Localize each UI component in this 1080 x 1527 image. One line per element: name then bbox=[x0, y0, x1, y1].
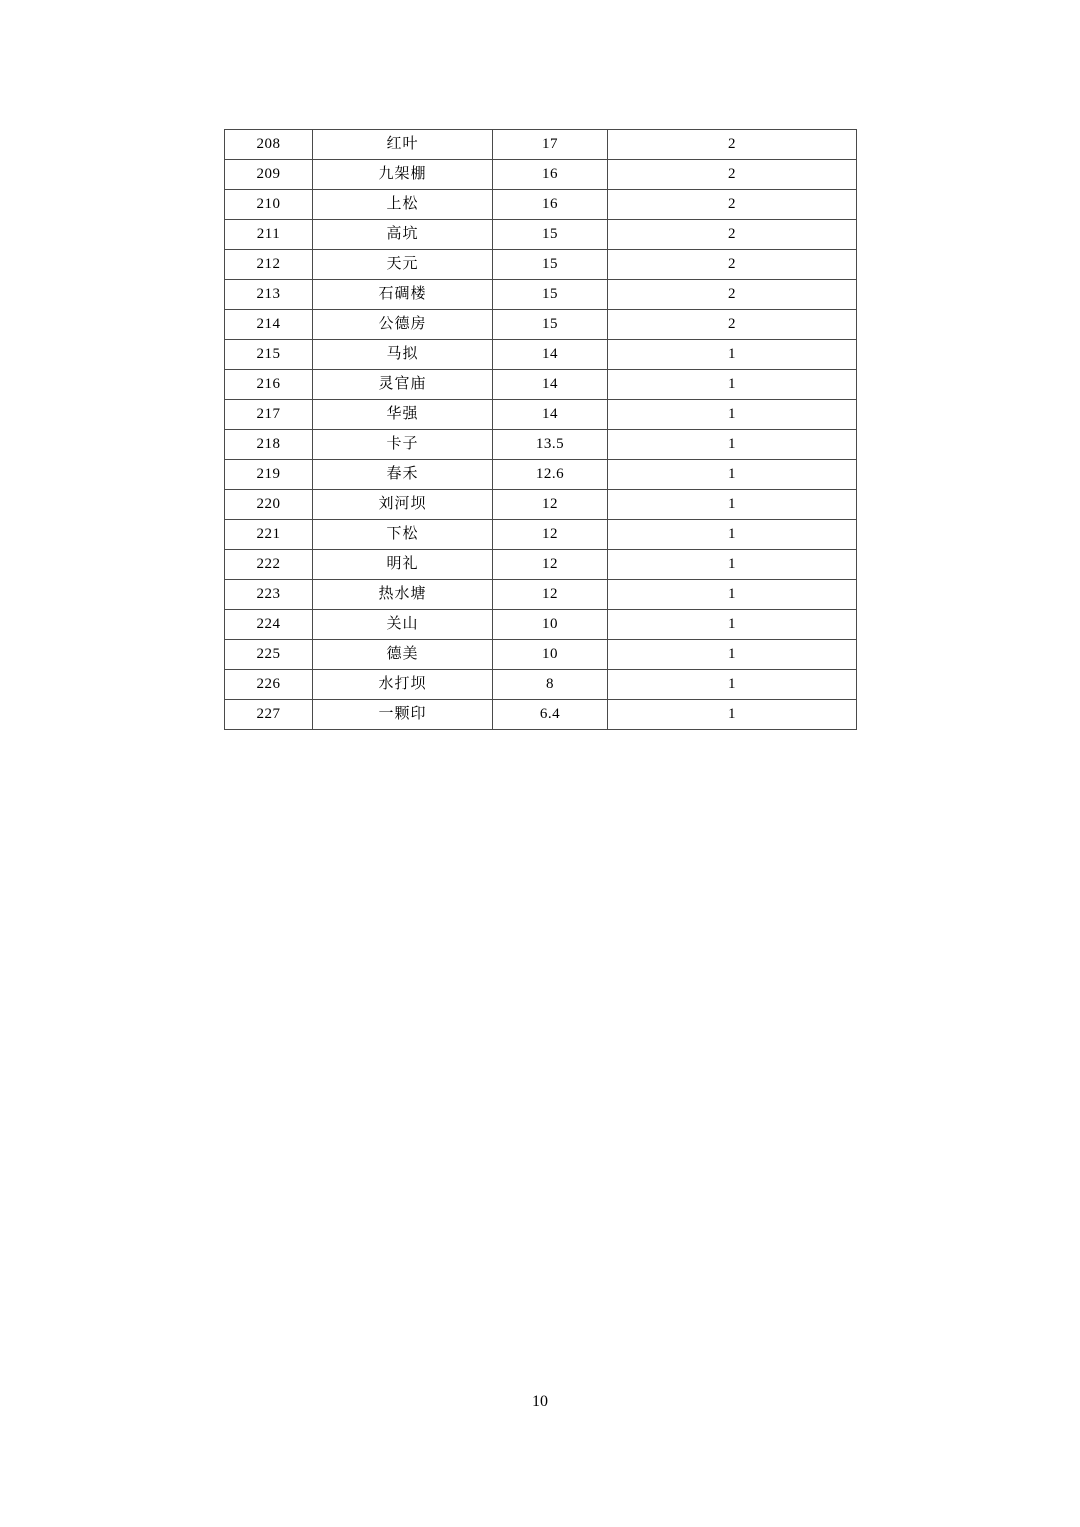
cell-level: 1 bbox=[608, 520, 857, 550]
table-row bbox=[225, 310, 857, 340]
table-row bbox=[225, 430, 857, 460]
cell-no: 214 bbox=[225, 310, 313, 340]
cell-value: 16 bbox=[493, 190, 608, 220]
cell-value: 14 bbox=[493, 400, 608, 430]
cell-level: 2 bbox=[608, 280, 857, 310]
cell-value: 6.4 bbox=[493, 700, 608, 730]
cell-name: 九架棚 bbox=[313, 160, 493, 190]
cell-value: 17 bbox=[493, 130, 608, 160]
cell-value: 12 bbox=[493, 490, 608, 520]
cell-no: 211 bbox=[225, 220, 313, 250]
cell-level: 1 bbox=[608, 550, 857, 580]
cell-level: 1 bbox=[608, 400, 857, 430]
cell-name: 热水塘 bbox=[313, 580, 493, 610]
cell-name: 马拟 bbox=[313, 340, 493, 370]
cell-no: 216 bbox=[225, 370, 313, 400]
cell-no: 217 bbox=[225, 400, 313, 430]
cell-level: 2 bbox=[608, 190, 857, 220]
cell-name: 关山 bbox=[313, 610, 493, 640]
cell-value: 15 bbox=[493, 250, 608, 280]
cell-no: 219 bbox=[225, 460, 313, 490]
page-number: 10 bbox=[532, 1393, 548, 1410]
cell-name: 刘河坝 bbox=[313, 490, 493, 520]
table-row bbox=[225, 610, 857, 640]
cell-level: 1 bbox=[608, 370, 857, 400]
cell-name: 红叶 bbox=[313, 130, 493, 160]
cell-level: 1 bbox=[608, 580, 857, 610]
cell-level: 1 bbox=[608, 460, 857, 490]
cell-no: 226 bbox=[225, 670, 313, 700]
cell-value: 13.5 bbox=[493, 430, 608, 460]
cell-value: 15 bbox=[493, 280, 608, 310]
cell-value: 12 bbox=[493, 520, 608, 550]
cell-value: 10 bbox=[493, 640, 608, 670]
data-table bbox=[224, 129, 857, 730]
cell-level: 1 bbox=[608, 670, 857, 700]
cell-value: 12 bbox=[493, 550, 608, 580]
cell-level: 1 bbox=[608, 640, 857, 670]
table-row bbox=[225, 580, 857, 610]
cell-no: 210 bbox=[225, 190, 313, 220]
cell-name: 天元 bbox=[313, 250, 493, 280]
cell-level: 1 bbox=[608, 340, 857, 370]
cell-name: 明礼 bbox=[313, 550, 493, 580]
cell-level: 1 bbox=[608, 490, 857, 520]
table-row bbox=[225, 370, 857, 400]
table-row bbox=[225, 160, 857, 190]
table-row bbox=[225, 220, 857, 250]
cell-no: 213 bbox=[225, 280, 313, 310]
cell-level: 2 bbox=[608, 160, 857, 190]
cell-name: 公德房 bbox=[313, 310, 493, 340]
table-row bbox=[225, 700, 857, 730]
cell-no: 223 bbox=[225, 580, 313, 610]
cell-value: 14 bbox=[493, 370, 608, 400]
table-row bbox=[225, 640, 857, 670]
cell-name: 灵官庙 bbox=[313, 370, 493, 400]
table-row bbox=[225, 400, 857, 430]
table-row bbox=[225, 490, 857, 520]
cell-name: 卡子 bbox=[313, 430, 493, 460]
cell-name: 下松 bbox=[313, 520, 493, 550]
table-row bbox=[225, 280, 857, 310]
cell-level: 2 bbox=[608, 130, 857, 160]
table-row bbox=[225, 550, 857, 580]
cell-name: 石碉楼 bbox=[313, 280, 493, 310]
cell-level: 2 bbox=[608, 250, 857, 280]
table-row bbox=[225, 130, 857, 160]
cell-level: 1 bbox=[608, 610, 857, 640]
cell-no: 227 bbox=[225, 700, 313, 730]
cell-value: 15 bbox=[493, 310, 608, 340]
cell-no: 225 bbox=[225, 640, 313, 670]
cell-level: 1 bbox=[608, 700, 857, 730]
cell-no: 218 bbox=[225, 430, 313, 460]
cell-name: 一颗印 bbox=[313, 700, 493, 730]
cell-no: 215 bbox=[225, 340, 313, 370]
table-row bbox=[225, 340, 857, 370]
cell-name: 华强 bbox=[313, 400, 493, 430]
cell-value: 14 bbox=[493, 340, 608, 370]
cell-no: 224 bbox=[225, 610, 313, 640]
cell-value: 15 bbox=[493, 220, 608, 250]
cell-no: 212 bbox=[225, 250, 313, 280]
table-row bbox=[225, 670, 857, 700]
cell-no: 209 bbox=[225, 160, 313, 190]
cell-no: 222 bbox=[225, 550, 313, 580]
cell-level: 2 bbox=[608, 220, 857, 250]
cell-no: 221 bbox=[225, 520, 313, 550]
cell-no: 220 bbox=[225, 490, 313, 520]
cell-no: 208 bbox=[225, 130, 313, 160]
table-row bbox=[225, 520, 857, 550]
table-row bbox=[225, 460, 857, 490]
cell-value: 12.6 bbox=[493, 460, 608, 490]
cell-value: 8 bbox=[493, 670, 608, 700]
table-row bbox=[225, 250, 857, 280]
cell-name: 上松 bbox=[313, 190, 493, 220]
cell-name: 水打坝 bbox=[313, 670, 493, 700]
cell-value: 16 bbox=[493, 160, 608, 190]
cell-value: 12 bbox=[493, 580, 608, 610]
table-body bbox=[225, 130, 857, 730]
table-row bbox=[225, 190, 857, 220]
cell-name: 高坑 bbox=[313, 220, 493, 250]
cell-name: 德美 bbox=[313, 640, 493, 670]
cell-name: 春禾 bbox=[313, 460, 493, 490]
cell-level: 1 bbox=[608, 430, 857, 460]
cell-level: 2 bbox=[608, 310, 857, 340]
cell-value: 10 bbox=[493, 610, 608, 640]
